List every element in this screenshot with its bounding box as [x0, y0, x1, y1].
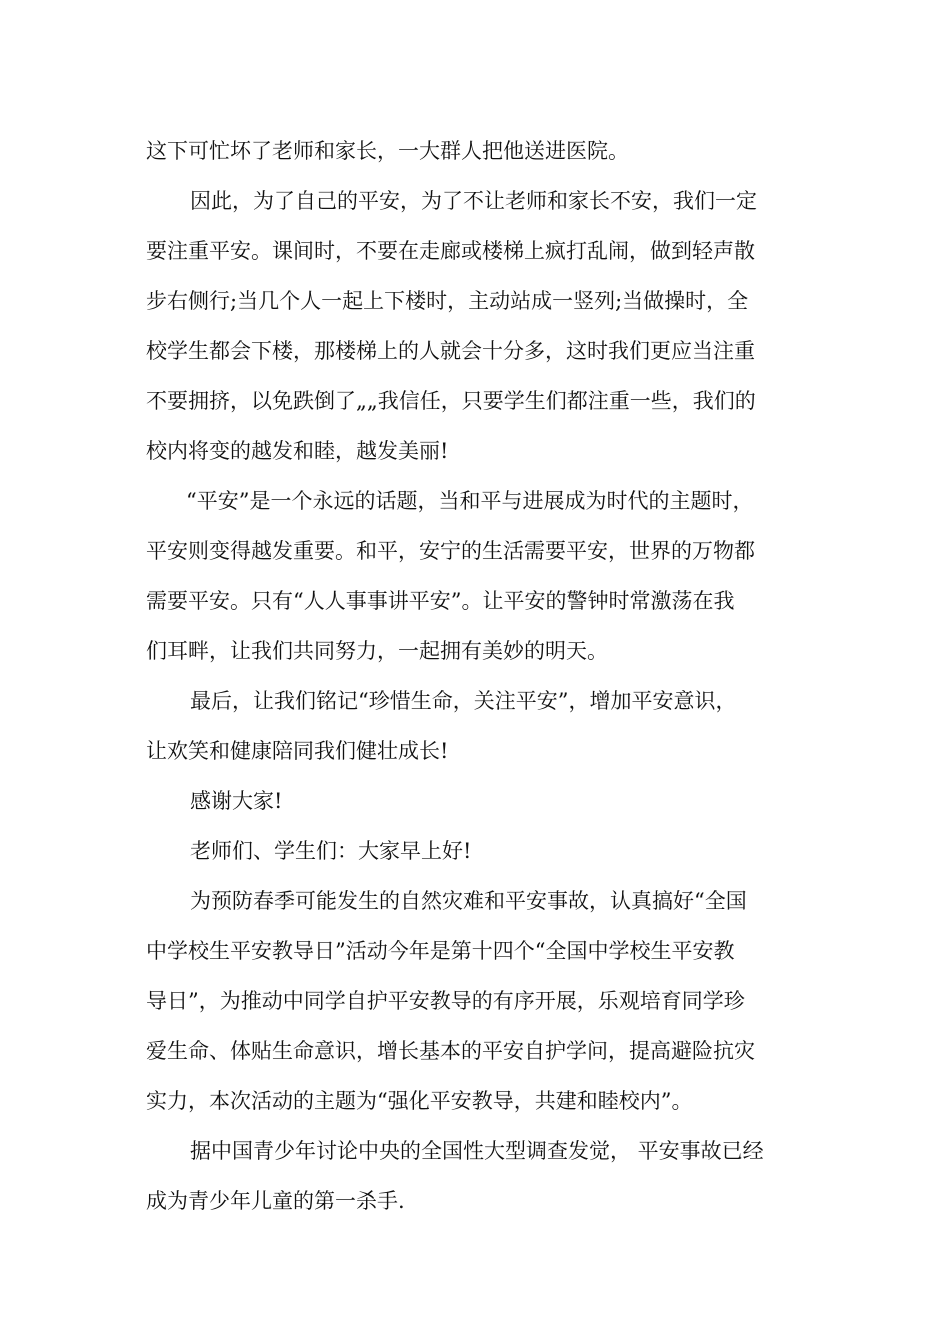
text-line: 最后，让我们铭记“珍惜生命，关注平安”，增加平安意识，	[190, 689, 737, 713]
text-line: 因此，为了自己的平安，为了不让老师和家长不安，我们一定	[190, 189, 757, 213]
text-line: 这下可忙坏了老师和家长，一大群人把他送进医院。	[146, 139, 629, 163]
text-line: 校内将变的越发和睦，越发美丽!	[146, 439, 449, 463]
text-line: 为预防春季可能发生的自然灾难和平安事故，认真搞好“全国	[190, 889, 747, 913]
text-line: 步右侧行;当几个人一起上下楼时，主动站成一竖列;当做操时，全	[146, 289, 749, 313]
text-line: 们耳畔，让我们共同努力，一起拥有美妙的明天。	[146, 639, 608, 663]
text-line: 据中国青少年讨论中央的全国性大型调查发觉， 平安事故已经	[190, 1139, 764, 1163]
text-line: 导日”，为推动中同学自护平安教导的有序开展，乐观培育同学珍	[146, 989, 745, 1013]
text-line: 爱生命、体贴生命意识，增长基本的平安自护学问，提高避险抗灾	[146, 1039, 755, 1063]
text-line: 成为青少年儿童的第一杀手.	[146, 1189, 405, 1213]
text-line: 校学生都会下楼，那楼梯上的人就会十分多，这时我们更应当注重	[146, 339, 755, 363]
text-line: 感谢大家!	[190, 789, 283, 813]
text-line: 需要平安。只有“人人事事讲平安”。让平安的警钟时常激荡在我	[146, 589, 735, 613]
text-line: 让欢笑和健康陪同我们健壮成长!	[146, 739, 449, 763]
text-line: 实力，本次活动的主题为“强化平安教导，共建和睦校内”。	[146, 1089, 693, 1113]
text-line: 老师们、学生们：大家早上好!	[190, 839, 472, 863]
text-line: 平安则变得越发重要。和平，安宁的生活需要平安，世界的万物都	[146, 539, 755, 563]
text-line: “平安”是一个永远的话题，当和平与进展成为时代的主题时，	[186, 489, 754, 513]
text-line: 不要拥挤，以免跌倒了„„我信任，只要学生们都注重一些，我们的	[146, 389, 756, 413]
text-line: 中学校生平安教导日”活动今年是第十四个“全国中学校生平安教	[146, 939, 735, 963]
text-line: 要注重平安。课间时，不要在走廊或楼梯上疯打乱闹，做到轻声散	[146, 239, 755, 263]
